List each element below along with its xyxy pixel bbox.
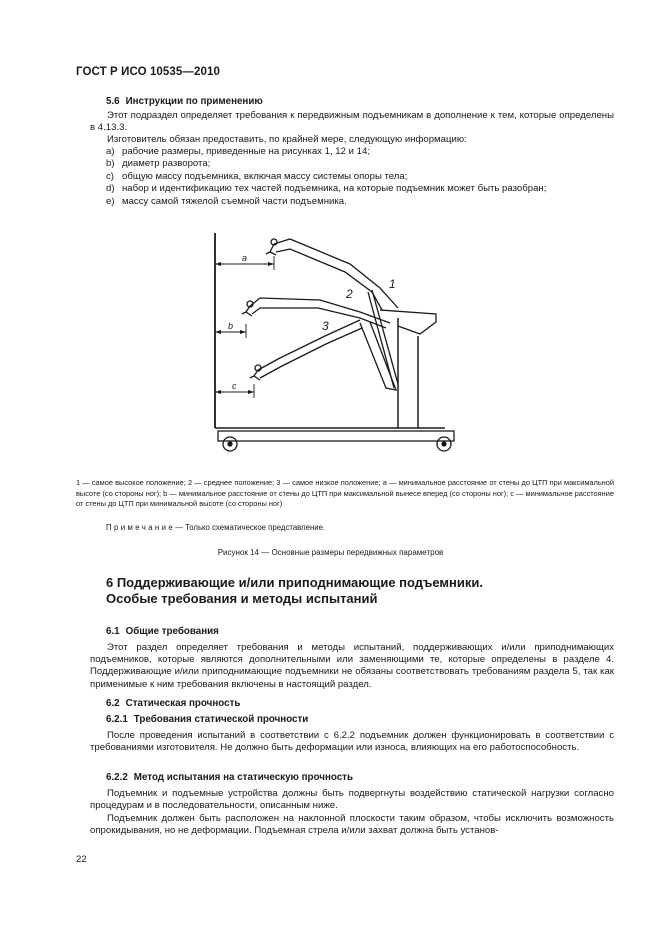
section-5-6-heading: [106, 96, 263, 107]
figure-title: Рисунок 14 — Основные размеры передвижных параметров: [217, 548, 444, 557]
section-number: 6.1: [106, 626, 120, 637]
label-position-3: 3: [322, 319, 329, 333]
page-number: 22: [76, 854, 87, 865]
list-text: диаметр разворота;: [122, 158, 211, 170]
list-item: [106, 171, 546, 183]
list-marker: d): [106, 183, 115, 195]
list-text: рабочие размеры, приведенные на рисунках 1, 12 и 14;: [122, 146, 370, 157]
list-item: [106, 196, 546, 208]
section-6-2-1-paragraph: После проведения испытаний в соответствии с 6.2.2 подъемник должен функционировать в соответствии с требованиями изготовителя. Не должно быть деформации или износа, влияющих на его работоспособность.: [90, 730, 614, 754]
label-dim-a: a: [242, 253, 248, 263]
figure-legend: 1 — самое высокое положение; 2 — среднее положение; 3 — самое низкое положение; a — минимальное расстояние от стены до ЦТП при максимальной высоте (со стороны ног); b — минимальное расстояние от стены до ЦТП при максимальной вынесе вперед (со стороны ног); c — минимальное расстояние от стены до ЦТП при минимальной высоте (со стороны ног): [76, 478, 614, 509]
section-6-2-heading: [106, 698, 240, 709]
section-6-2-1-heading: [106, 714, 308, 725]
list-marker: e): [106, 195, 115, 207]
list-text: массу самой тяжелой съемной части подъемника.: [122, 195, 347, 207]
section-number: 6.2.1: [106, 714, 128, 725]
section-6-title-line-1: 6 Поддерживающие и/или приподнимающие подъемники.: [106, 575, 483, 590]
note-text: — Только схематическое представление.: [175, 523, 326, 532]
info-list: [106, 146, 546, 208]
section-6-title-line-2: Особые требования и методы испытаний: [106, 591, 378, 606]
section-number: 5.6: [106, 96, 120, 107]
list-text: набор и идентификацию тех частей подъемника, на которые подъемник может быть разобран;: [122, 183, 547, 195]
section-title: Инструкции по применению: [125, 96, 263, 107]
list-item: [106, 146, 546, 158]
section-title: Метод испытания на статическую прочность: [133, 772, 353, 783]
list-marker: b): [106, 158, 115, 170]
section-title: Общие требования: [125, 626, 219, 637]
hoist-diagram: [200, 228, 460, 458]
list-marker: c): [106, 170, 114, 182]
figure-note: [106, 523, 325, 532]
label-dim-b: b: [228, 321, 234, 331]
section-6-1-paragraph: Этот раздел определяет требования и методы испытаний, поддерживающих и/или приподнимающих подъемников, которые являются дополнительными или заменяющими те, которые определены в разделе 4. Поддерживающие и/или приподнимающие подъемники не обязаны соответствовать требованиям раздела 5, так как применимые к ним требования включены в настоящий раздел.: [90, 642, 614, 690]
section-6-2-2-heading: [106, 772, 353, 783]
section-number: 6.2.2: [106, 772, 128, 783]
list-text: общую массу подъемника, включая массу системы опоры тела;: [122, 170, 408, 182]
page-header: ГОСТ Р ИСО 10535—2010: [76, 66, 221, 78]
section-6-2-2-paragraph-1: Подъемник и подъемные устройства должны быть подвергнуты воздействию статической нагрузки согласно процедурам и в последовательности, описанным ниже.: [90, 788, 614, 812]
note-label: Примечание: [106, 523, 176, 532]
section-6-title: [106, 575, 483, 607]
section-number: 6.2: [106, 698, 120, 709]
list-item: [106, 183, 546, 195]
label-position-1: 1: [389, 277, 396, 291]
section-title: Требования статической прочности: [133, 714, 309, 725]
section-6-2-2-paragraph-2: Подъемник должен быть расположен на наклонной плоскости таким образом, чтобы исключить возможность опрокидывания, но не деформации. Подъемная стрела и/или захват должна быть установ-: [90, 813, 614, 837]
section-6-1-heading: [106, 626, 219, 637]
label-dim-c: c: [232, 381, 237, 391]
label-position-2: 2: [346, 287, 353, 301]
section-title: Статическая прочность: [125, 698, 241, 709]
list-item: [106, 158, 546, 170]
list-marker: а): [106, 146, 115, 157]
section-5-6-paragraph-1: Этот подраздел определяет требования к передвижным подъемникам в дополнение к тем, которые определены в 4.13.3.: [90, 110, 614, 134]
section-5-6-paragraph-2: Изготовитель обязан предоставить, по крайней мере, следующую информацию:: [107, 134, 467, 145]
